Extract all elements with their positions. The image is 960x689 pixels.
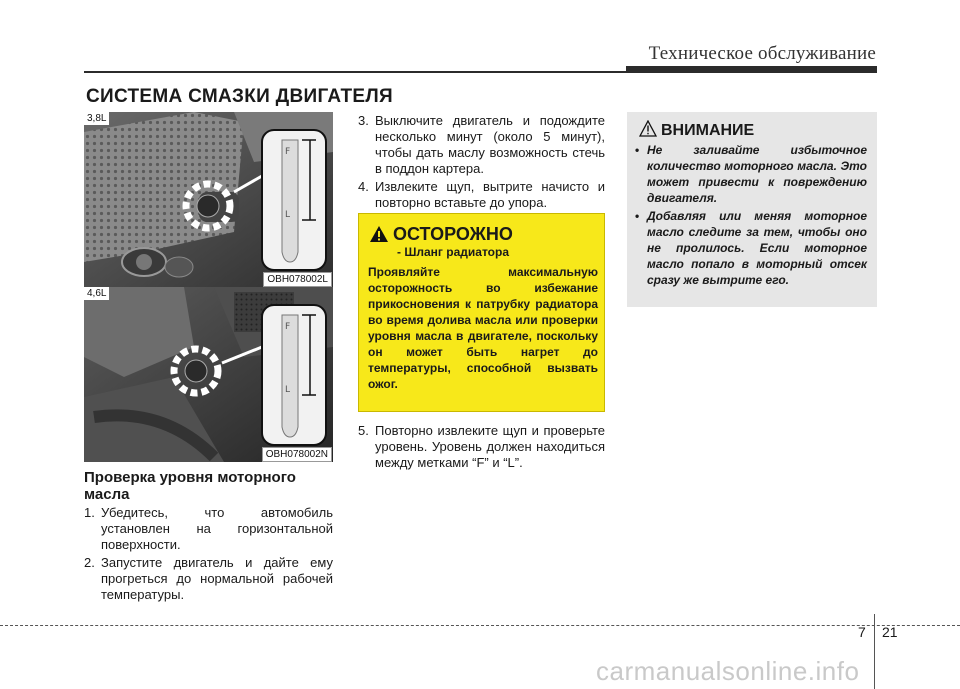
dipstick-mark-l: L — [285, 385, 291, 395]
photo-code: OBH078002N — [262, 447, 332, 462]
engine-label: 4,6L — [84, 287, 109, 300]
page-number-divider — [874, 614, 875, 689]
warning-text: Проявляйте максимальную осторожность во избежание прикосновения к патрубку радиатора во время долива масла или проверки уровня масла в двигателе, поскольку он может быть нагрет до температуры, способной вызвать ожог. — [368, 265, 598, 391]
warning-title: ОСТОРОЖНО — [393, 224, 513, 244]
list-item: 1. Убедитесь, что автомобиль установлен на горизонтальной поверхности. — [84, 505, 333, 552]
caution-triangle-icon — [639, 120, 657, 137]
engine-illustration — [84, 287, 333, 462]
warning-subtitle: - Шланг радиатора — [397, 245, 509, 259]
caution-title: ВНИМАНИЕ — [661, 122, 755, 139]
warning-box — [358, 213, 605, 412]
list-item: 4. Извлеките щуп, вытрите начисто и повторно вставьте до упора. — [358, 179, 605, 210]
list-item: 3. Выключите двигатель и подождите несколько минут (около 5 минут), чтобы дать маслу возможность стечь в поддон картера. — [358, 113, 605, 176]
list-item: • Добавляя или меняя моторное масло следите за тем, чтобы оно не пролилось. Если моторное масло попало в моторный отсек сразу же вытрите его. — [635, 209, 867, 287]
watermark: carmanualsonline.info — [596, 656, 860, 686]
dipstick-mark-l: L — [285, 210, 291, 220]
steps-list-1 — [84, 505, 333, 605]
section-title: СИСТЕМА СМАЗКИ ДВИГАТЕЛЯ — [86, 86, 393, 107]
engine-illustration — [84, 112, 333, 287]
list-item: 2. Запустите двигатель и дайте ему прогреться до нормальной рабочей температуры. — [84, 555, 333, 602]
engine-label: 3,8L — [84, 112, 109, 125]
warning-triangle-icon — [369, 225, 389, 243]
dipstick-mark-f: F — [285, 322, 291, 332]
footer-rule — [0, 625, 960, 626]
header-rule-accent — [626, 66, 877, 73]
list-item: • Не заливайте избыточное количество моторного масла. Это может привести к повреждению двигателя. — [635, 143, 867, 205]
steps-list-2 — [358, 113, 605, 213]
engine-photo-4-6l — [84, 287, 333, 462]
caution-box — [627, 112, 877, 307]
header-rule — [84, 71, 629, 73]
dipstick-mark-f: F — [285, 147, 291, 157]
header-title: Техническое обслуживание — [648, 43, 876, 64]
oil-check-heading: Проверка уровня моторного масла — [84, 469, 296, 503]
engine-photo-3-8l — [84, 112, 333, 287]
caution-list — [635, 142, 867, 290]
steps-list-3 — [358, 423, 605, 473]
photo-code: OBH078002L — [263, 272, 332, 287]
chapter-number: 7 — [858, 624, 866, 640]
list-item: 5. Повторно извлеките щуп и проверьте уровень. Уровень должен находиться между метками “F” и “L”. — [358, 423, 605, 470]
page-number: 21 — [882, 624, 898, 640]
